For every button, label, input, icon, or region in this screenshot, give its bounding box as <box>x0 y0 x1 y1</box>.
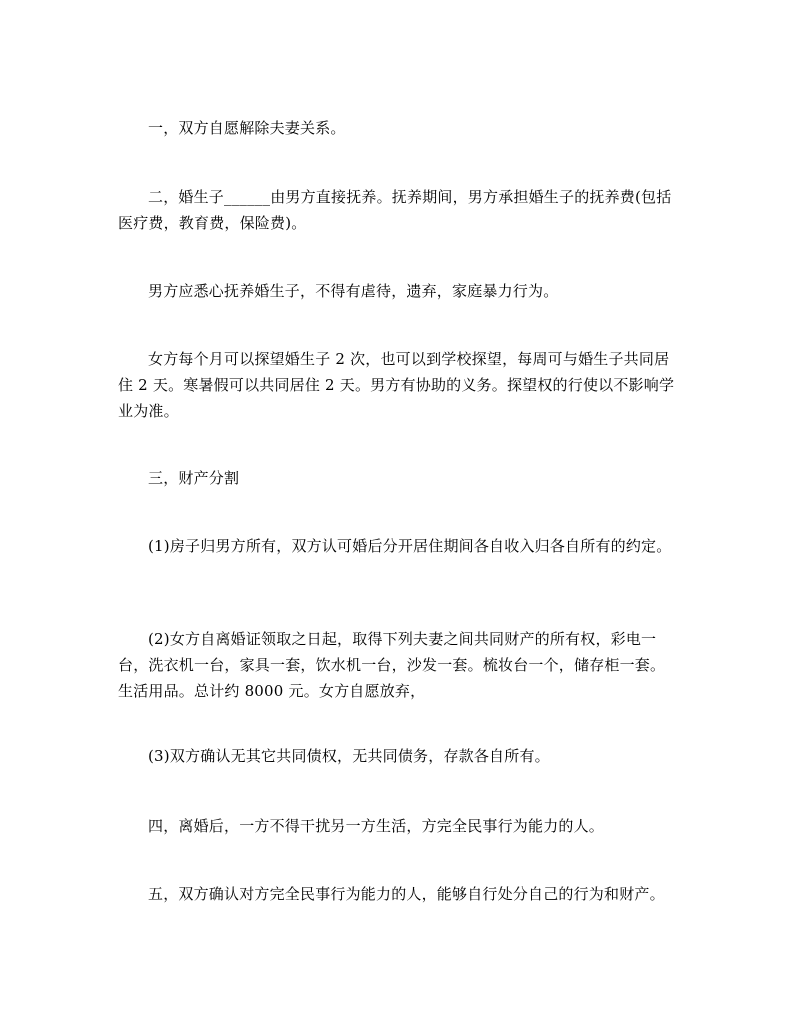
clause-3-item-2: (2)女方自离婚证领取之日起，取得下列夫妻之间共同财产的所有权，彩电一台，洗衣机一台，家具一套，饮水机一台，沙发一套。梳妆台一个，储存柜一套。生活用品。总计约 8000 元。女方自愿放弃， <box>118 630 666 700</box>
clause-3-item-1: (1)房子归男方所有，双方认可婚后分开居住期间各自收入归各自所有的约定。 <box>148 537 672 555</box>
clause-2-visitation: 女方每个月可以探望婚生子 2 次，也可以到学校探望，每周可与婚生子共同居住 2 天。寒暑假可以共同居住 2 天。男方有协助的义务。探望权的行使以不影响学业为准。 <box>118 350 675 420</box>
clause-2-care: 男方应悉心抚养婚生子，不得有虐待，遗弃，家庭暴力行为。 <box>148 282 559 300</box>
clause-3-heading: 三，财产分割 <box>148 469 240 487</box>
clause-2-custody: 二，婚生子______由男方直接抚养。抚养期间，男方承担婚生子的抚养费(包括医疗费，教育费，保险费)。 <box>118 188 672 232</box>
clause-4: 四，离婚后，一方不得干扰另一方生活，方完全民事行为能力的人。 <box>148 817 605 835</box>
clause-1: 一，双方自愿解除夫妻关系。 <box>148 119 346 137</box>
clause-5: 五，双方确认对方完全民事行为能力的人，能够自行处分自己的行为和财产。 <box>148 885 665 903</box>
clause-3-item-3: (3)双方确认无其它共同债权，无共同债务，存款各自所有。 <box>148 747 550 765</box>
